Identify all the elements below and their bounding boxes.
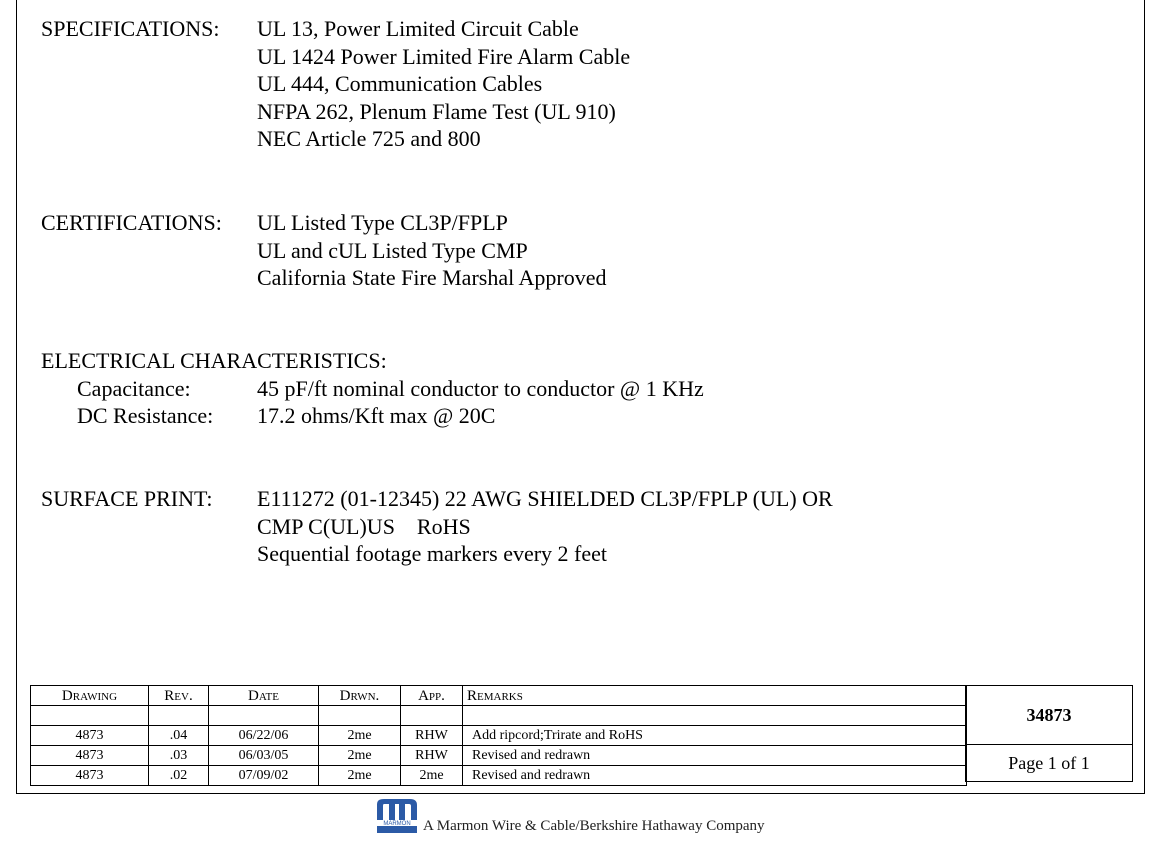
svg-text:MARMON: MARMON [383,821,411,827]
empty-cell [401,706,463,726]
spec-line: NEC Article 725 and 800 [257,126,481,151]
empty-cell [31,706,149,726]
cell-drawing: 4873 [31,766,149,786]
part-number: 34873 [966,686,1132,745]
certifications-list [257,209,606,292]
cell-approved: 2me [401,766,463,786]
cell-date: 07/09/02 [209,766,319,786]
dc-resistance-label: DC Resistance: [77,403,214,428]
cell-date: 06/03/05 [209,746,319,766]
cell-drawn: 2me [319,746,401,766]
table-row [31,746,967,766]
header-remarks: Remarks [463,686,967,706]
dc-resistance-value: 17.2 ohms/Kft max @ 20C [257,403,496,428]
header-rev: Rev. [149,686,209,706]
cell-remarks: Revised and redrawn [463,766,967,786]
header-date: Date [209,686,319,706]
revision-empty-row [31,706,967,726]
table-row [31,726,967,746]
cell-date: 06/22/06 [209,726,319,746]
table-row [31,766,967,786]
surface-print-line: E111272 (01-12345) 22 AWG SHIELDED CL3P/FPLP (UL) OR [257,486,833,511]
cell-drawing: 4873 [31,726,149,746]
cell-approved: RHW [401,726,463,746]
certification-line: UL Listed Type CL3P/FPLP [257,210,508,235]
surface-print-list [257,485,833,568]
empty-cell [319,706,401,726]
empty-cell [149,706,209,726]
cell-rev: .02 [149,766,209,786]
certification-line: California State Fire Marshal Approved [257,265,607,290]
header-drawn: Drwn. [319,686,401,706]
cell-drawn: 2me [319,766,401,786]
cell-remarks: Revised and redrawn [463,746,967,766]
certification-line: UL and cUL Listed Type CMP [257,237,528,263]
empty-cell [209,706,319,726]
spec-line: UL 1424 Power Limited Fire Alarm Cable [257,43,631,69]
spec-line: NFPA 262, Plenum Flame Test (UL 910) [257,98,616,124]
title-block [965,685,1133,782]
revision-table [30,685,967,786]
cell-remarks: Add ripcord;Trirate and RoHS [463,726,967,746]
page-indicator: Page 1 of 1 [1008,753,1090,773]
company-tagline: A Marmon Wire & Cable/Berkshire Hathaway Company [423,818,765,834]
certifications-label: CERTIFICATIONS: [41,210,222,235]
cell-approved: RHW [401,746,463,766]
cell-drawing: 4873 [31,746,149,766]
surface-print-line: Sequential footage markers every 2 feet [257,541,608,566]
spec-line: UL 13, Power Limited Circuit Cable [257,16,579,41]
cell-drawn: 2me [319,726,401,746]
cell-rev: .04 [149,726,209,746]
specifications-label: SPECIFICATIONS: [41,16,220,41]
surface-print-line: CMP C(UL)US RoHS [257,513,471,539]
surface-print-label: SURFACE PRINT: [41,486,213,511]
marmon-logo-icon [376,798,418,834]
revision-header-row [31,686,967,706]
header-approved: App. [401,686,463,706]
capacitance-value: 45 pF/ft nominal conductor to conductor @ 1 KHz [257,376,704,401]
capacitance-label: Capacitance: [77,376,191,401]
cell-rev: .03 [149,746,209,766]
specifications-list [257,15,630,153]
electrical-label: ELECTRICAL CHARACTERISTICS: [41,348,387,373]
spec-line: UL 444, Communication Cables [257,71,543,96]
header-drawing: Drawing [31,686,149,706]
empty-cell [463,706,967,726]
